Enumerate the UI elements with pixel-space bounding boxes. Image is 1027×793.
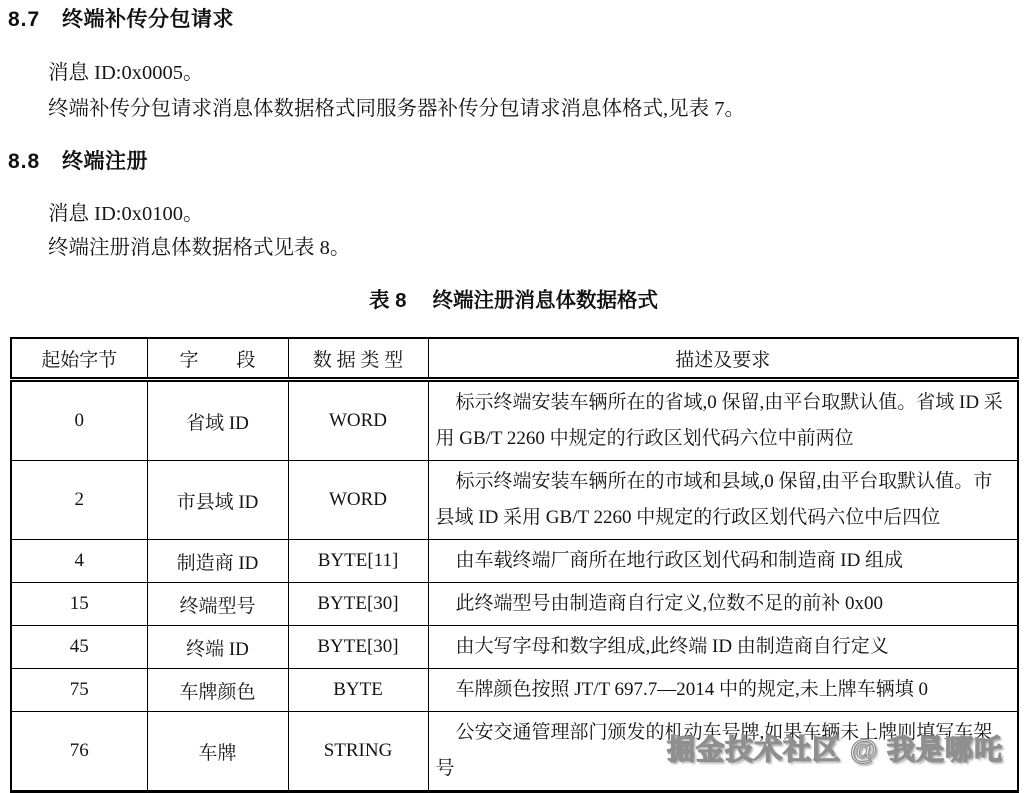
table-header-row [11,338,1018,380]
table-row [11,626,1018,669]
cell-description: 公安交通管理部门颁发的机动车号牌,如果车辆未上牌则填写车架号 [428,712,1018,792]
cell-description: 由大写字母和数字组成,此终端 ID 由制造商自行定义 [428,626,1018,669]
cell-field: 省域 ID [147,380,288,461]
table-row [11,461,1018,540]
cell-description: 由车载终端厂商所在地行政区划代码和制造商 ID 组成 [428,540,1018,583]
cell-field: 车牌 [147,712,288,792]
section-number: 8.7 [8,8,41,31]
watermark-text: 掘金技术社区 @ 我是哪吒 [667,734,1003,765]
cell-data-type: WORD [288,380,428,461]
table-caption-title: 终端注册消息体数据格式 [432,289,659,312]
cell-start-byte: 2 [11,461,147,540]
cell-field: 市县域 ID [147,461,288,540]
section-heading-8-7 [0,0,1027,33]
cell-data-type: BYTE[11] [288,540,428,583]
cell-description: 标示终端安装车辆所在的省域,0 保留,由平台取默认值。省域 ID 采用 GB/T 2260 中规定的行政区划代码六位中前两位 [428,380,1018,461]
cell-start-byte: 45 [11,626,147,669]
section-number: 8.8 [8,150,41,173]
table-caption-label: 表 8 [368,289,407,312]
cell-start-byte: 76 [11,712,147,792]
header-description: 描述及要求 [428,338,1018,380]
cell-data-type: STRING [288,712,428,792]
table-row [11,380,1018,461]
paragraph-message-id-0005: 消息 ID:0x0005。 [48,62,204,84]
table-8-terminal-register-format [10,337,1019,793]
cell-description: 标示终端安装车辆所在的市域和县域,0 保留,由平台取默认值。市县域 ID 采用 GB/T 2260 中规定的行政区划代码六位中后四位 [428,461,1018,540]
cell-start-byte: 4 [11,540,147,583]
cell-start-byte: 0 [11,380,147,461]
cell-description: 此终端型号由制造商自行定义,位数不足的前补 0x00 [428,583,1018,626]
header-data-type: 数 据 类 型 [288,338,428,380]
cell-field: 车牌颜色 [147,669,288,712]
table-row [11,583,1018,626]
cell-description: 车牌颜色按照 JT/T 697.7—2014 中的规定,未上牌车辆填 0 [428,669,1018,712]
cell-field: 制造商 ID [147,540,288,583]
cell-start-byte: 75 [11,669,147,712]
paragraph-format-ref-table8: 终端注册消息体数据格式见表 8。 [48,237,351,259]
header-start-byte: 起始字节 [11,338,147,380]
cell-field: 终端型号 [147,583,288,626]
cell-start-byte: 15 [11,583,147,626]
section-title: 终端补传分包请求 [62,8,234,31]
table-caption [0,288,1027,314]
section-heading-8-8 [0,149,1027,175]
table-row [11,540,1018,583]
cell-data-type: BYTE[30] [288,583,428,626]
cell-data-type: BYTE [288,669,428,712]
cell-field: 终端 ID [147,626,288,669]
paragraph-message-id-0100: 消息 ID:0x0100。 [48,203,204,225]
table-row [11,712,1018,792]
section-title: 终端注册 [62,150,148,173]
cell-data-type: WORD [288,461,428,540]
header-field: 字 段 [147,338,288,380]
cell-data-type: BYTE[30] [288,626,428,669]
table-row [11,669,1018,712]
paragraph-format-ref-table7: 终端补传分包请求消息体数据格式同服务器补传分包请求消息体格式,见表 7。 [48,98,745,120]
